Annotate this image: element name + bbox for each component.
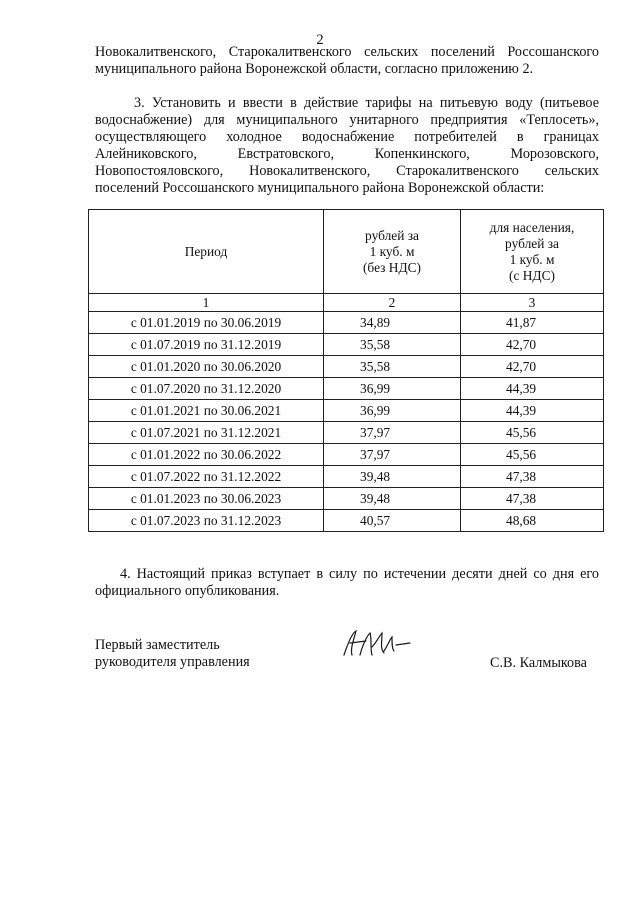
price-no-vat-cell: 39,48: [324, 466, 461, 488]
price-vat-cell: 44,39: [461, 378, 604, 400]
signer-title-line2: руководителя управления: [95, 654, 250, 670]
period-cell: с 01.07.2023 по 31.12.2023: [89, 510, 324, 532]
column-index-row: [89, 294, 604, 312]
header-period: [89, 210, 324, 294]
period-cell: с 01.01.2021 по 30.06.2021: [89, 400, 324, 422]
header-price-vat: [461, 210, 604, 294]
price-no-vat-cell: 39,48: [324, 488, 461, 510]
column-index: 3: [461, 294, 604, 312]
period-cell: с 01.01.2019 по 30.06.2019: [89, 312, 324, 334]
price-vat-cell: 44,39: [461, 400, 604, 422]
table-row: [89, 488, 604, 510]
price-vat-cell: 41,87: [461, 312, 604, 334]
period-cell: с 01.01.2022 по 30.06.2022: [89, 444, 324, 466]
tariff-table: [88, 209, 604, 532]
signer-title: [95, 637, 250, 671]
price-no-vat-cell: 37,97: [324, 444, 461, 466]
table-row: [89, 312, 604, 334]
period-cell: с 01.07.2021 по 31.12.2021: [89, 422, 324, 444]
paragraph-3: 3. Установить и ввести в действие тарифы на питьевую воду (питьевое водоснабжение) для муниципального унитарного предприятия «Теплосеть», осуществляющего холодное водоснабжение потребителей в границах Алейниковского, Евстратовского, Копенкинского, Морозовского, Новопостояловского, Новокалитвенского, Старокалитвенского сельских поселений Россошанского муниципального района Воронежской области:: [95, 95, 599, 196]
price-no-vat-cell: 35,58: [324, 356, 461, 378]
period-cell: с 01.07.2020 по 31.12.2020: [89, 378, 324, 400]
table-row: [89, 356, 604, 378]
header-period-text: Период: [184, 243, 228, 259]
price-no-vat-cell: 35,58: [324, 334, 461, 356]
signer-title-line1: Первый заместитель: [95, 637, 220, 653]
handwritten-signature: [338, 625, 418, 665]
period-cell: с 01.07.2019 по 31.12.2019: [89, 334, 324, 356]
price-vat-cell: 42,70: [461, 356, 604, 378]
period-cell: с 01.01.2020 по 30.06.2020: [89, 356, 324, 378]
header-price-no-vat: [324, 210, 461, 294]
period-cell: с 01.01.2023 по 30.06.2023: [89, 488, 324, 510]
price-no-vat-cell: 36,99: [324, 400, 461, 422]
price-vat-cell: 45,56: [461, 444, 604, 466]
price-vat-cell: 45,56: [461, 422, 604, 444]
table-row: [89, 422, 604, 444]
page-number: 2: [316, 32, 324, 48]
price-no-vat-cell: 40,57: [324, 510, 461, 532]
table-row: [89, 466, 604, 488]
header-price-no-vat-text: рублей за 1 куб. м (без НДС): [362, 227, 422, 275]
column-index: 1: [89, 294, 324, 312]
table-row: [89, 444, 604, 466]
table-row: [89, 378, 604, 400]
header-price-vat-text: для населения, рублей за 1 куб. м (с НДС): [489, 219, 575, 283]
price-no-vat-cell: 34,89: [324, 312, 461, 334]
table-row: [89, 334, 604, 356]
price-vat-cell: 48,68: [461, 510, 604, 532]
table-row: [89, 510, 604, 532]
period-cell: с 01.07.2022 по 31.12.2022: [89, 466, 324, 488]
paragraph-2-continuation: Новокалитвенского, Старокалитвенского сельских поселений Россошанского муниципального района Воронежской области, согласно приложению 2.: [95, 44, 599, 77]
table-header-row: [89, 210, 604, 294]
price-vat-cell: 42,70: [461, 334, 604, 356]
signer-name: С.В. Калмыкова: [490, 655, 587, 671]
paragraph-4: 4. Настоящий приказ вступает в силу по истечении десяти дней со дня его официального опубликования.: [95, 566, 599, 599]
price-no-vat-cell: 36,99: [324, 378, 461, 400]
price-vat-cell: 47,38: [461, 466, 604, 488]
price-vat-cell: 47,38: [461, 488, 604, 510]
table-row: [89, 400, 604, 422]
column-index: 2: [324, 294, 461, 312]
price-no-vat-cell: 37,97: [324, 422, 461, 444]
